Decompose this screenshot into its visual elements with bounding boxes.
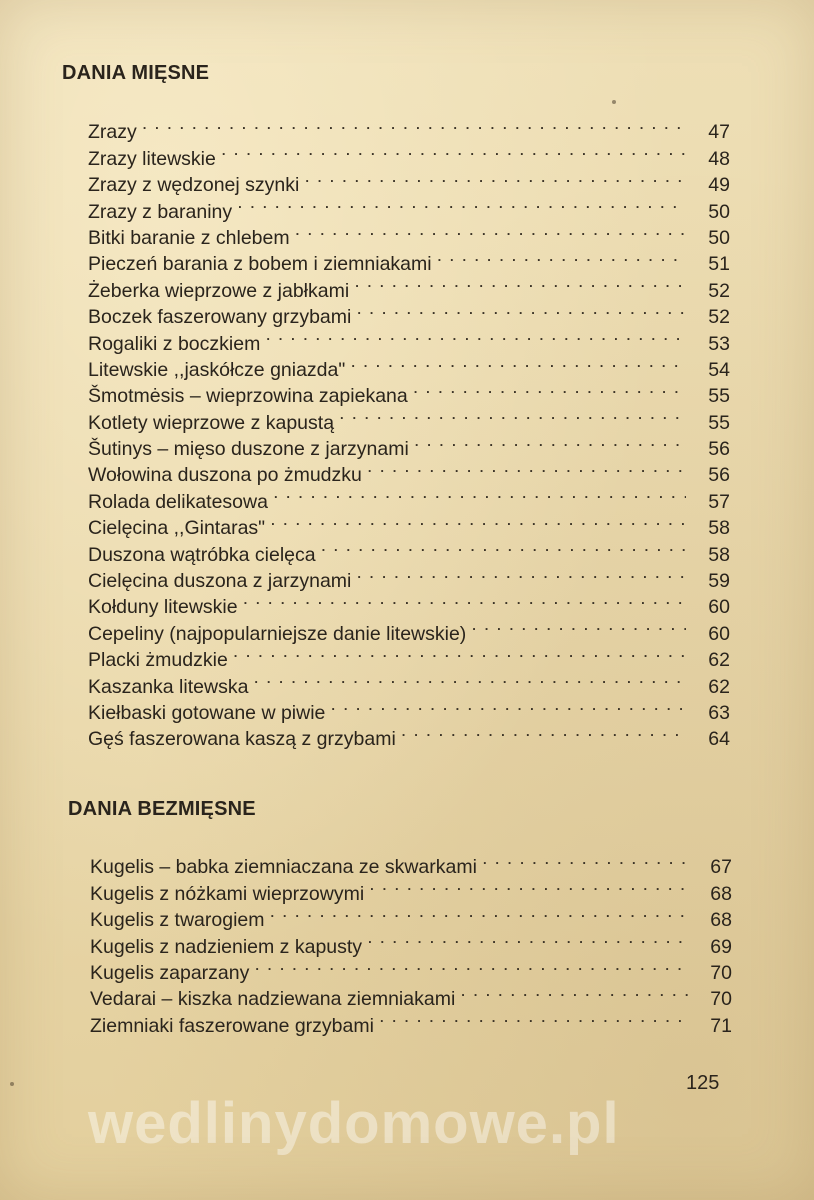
- toc-entry-title: Kugelis – babka ziemniaczana ze skwarkami: [90, 856, 477, 879]
- toc-entry-title: Cielęcina duszona z jarzynami: [88, 570, 352, 593]
- dot-leader: [255, 953, 688, 979]
- dot-leader: [355, 270, 686, 296]
- toc-entry-page-number: 70: [710, 988, 732, 1011]
- toc-entry-page-number: 68: [710, 882, 732, 905]
- toc-entry-page-number: 49: [708, 174, 730, 197]
- toc-entry-title: Gęś faszerowana kaszą z grzybami: [88, 728, 396, 751]
- dot-leader: [254, 666, 686, 692]
- toc-entry-page-number: 63: [708, 701, 730, 724]
- dot-leader: [415, 429, 686, 455]
- toc-entry-title: Šmotmėsis – wieprzowina zapiekana: [88, 385, 408, 408]
- toc-entry-title: Cepeliny (najpopularniejsze danie litewskie): [88, 622, 467, 645]
- toc-entry-page-number: 71: [710, 1014, 732, 1037]
- toc-entry-title: Kaszanka litewska: [88, 675, 249, 698]
- dot-leader: [305, 165, 686, 191]
- dot-leader: [351, 350, 686, 376]
- dot-leader: [368, 926, 688, 952]
- dot-leader: [271, 900, 689, 926]
- dot-leader: [402, 719, 686, 745]
- dot-leader: [234, 640, 686, 666]
- toc-entry-page-number: 56: [708, 464, 730, 487]
- dot-leader: [483, 847, 688, 873]
- toc-entry-page-number: 59: [708, 570, 730, 593]
- page-number: 125: [686, 1072, 720, 1094]
- dot-leader: [461, 979, 688, 1005]
- dot-leader: [331, 693, 686, 719]
- dot-leader: [357, 561, 686, 587]
- toc-entry-title: Kugelis z nóżkami wieprzowymi: [90, 882, 365, 905]
- watermark: wedlinydomowe.pl: [88, 1091, 620, 1156]
- dot-leader: [370, 873, 688, 899]
- toc-entry-page-number: 51: [708, 253, 730, 276]
- toc-entry-page-number: 64: [708, 728, 730, 751]
- toc-entry-page-number: 55: [708, 385, 730, 408]
- dot-leader: [472, 613, 686, 639]
- dot-leader: [296, 218, 686, 244]
- dot-leader: [222, 138, 686, 164]
- toc-entry-title: Boczek faszerowany grzybami: [88, 306, 352, 329]
- toc-entry-title: Żeberka wieprzowe z jabłkami: [88, 279, 350, 302]
- toc-entry-title: Wołowina duszona po żmudzku: [88, 464, 362, 487]
- dot-leader: [244, 587, 686, 613]
- section-title-meat-dishes: DANIA MIĘSNE: [62, 62, 210, 84]
- dot-leader: [368, 455, 686, 481]
- toc-entry: [88, 112, 730, 144]
- toc-entry-title: Vedarai – kiszka nadziewana ziemniakami: [90, 988, 456, 1011]
- toc-entry-page-number: 60: [708, 622, 730, 645]
- toc-entry-title: Pieczeń barania z bobem i ziemniakami: [88, 253, 432, 276]
- dot-leader: [340, 402, 686, 428]
- toc-entry-page-number: 52: [708, 306, 730, 329]
- dot-leader: [238, 191, 686, 217]
- dot-leader: [438, 244, 686, 270]
- toc-entry-title: Ziemniaki faszerowane grzybami: [90, 1014, 374, 1037]
- toc-entry-title: Kugelis zaparzany: [90, 961, 250, 984]
- toc-entry-title: Kugelis z nadzieniem z kapusty: [90, 935, 363, 958]
- toc-entry-page-number: 58: [708, 543, 730, 566]
- toc-entry-page-number: 62: [708, 649, 730, 672]
- toc-entry-page-number: 54: [708, 358, 730, 381]
- toc-entry-title: Placki żmudzkie: [88, 649, 228, 672]
- dot-leader: [274, 481, 686, 507]
- toc-entry-page-number: 69: [710, 935, 732, 958]
- toc-entry-title: Litewskie ,,jaskółcze gniazda": [88, 358, 346, 381]
- toc-entry-title: Bitki baranie z chlebem: [88, 226, 290, 249]
- dot-leader: [357, 297, 686, 323]
- toc-entry: [90, 847, 732, 879]
- toc-entry-page-number: 58: [708, 517, 730, 540]
- paper-speck: [10, 1082, 14, 1086]
- toc-entry-page-number: 60: [708, 596, 730, 619]
- toc-entry-page-number: 52: [708, 279, 730, 302]
- toc-entry-page-number: 67: [710, 856, 732, 879]
- dot-leader: [380, 1005, 688, 1031]
- toc-entry-page-number: 50: [708, 200, 730, 223]
- section-title-meatless-dishes: DANIA BEZMIĘSNE: [68, 798, 256, 820]
- toc-entry-title: Kołduny litewskie: [88, 596, 238, 619]
- dot-leader: [271, 508, 686, 534]
- dot-leader: [322, 534, 686, 560]
- toc-entry-title: Rolada delikatesowa: [88, 490, 268, 513]
- toc-entry-page-number: 50: [708, 226, 730, 249]
- toc-entry-page-number: 57: [708, 490, 730, 513]
- toc-entry-title: Rogaliki z boczkiem: [88, 332, 261, 355]
- toc-entry-title: Kiełbaski gotowane w piwie: [88, 701, 326, 724]
- toc-entry-page-number: 56: [708, 438, 730, 461]
- toc-list-meatless-dishes: [90, 847, 732, 1037]
- dot-leader: [143, 112, 686, 138]
- toc-entry-title: Zrazy: [88, 121, 137, 144]
- toc-entry-page-number: 48: [708, 147, 730, 170]
- toc-entry-title: Zrazy z baraniny: [88, 200, 233, 223]
- toc-entry-page-number: 47: [708, 121, 730, 144]
- toc-entry: [88, 138, 730, 170]
- dot-leader: [414, 376, 686, 402]
- toc-entry-page-number: 70: [710, 961, 732, 984]
- paper-speck: [612, 100, 616, 104]
- toc-list-meat-dishes: [88, 112, 730, 751]
- toc-entry-title: Šutinys – mięso duszone z jarzynami: [88, 438, 409, 461]
- toc-entry-title: Zrazy litewskie: [88, 147, 216, 170]
- dot-leader: [266, 323, 686, 349]
- toc-entry-title: Duszona wątróbka cielęca: [88, 543, 316, 566]
- toc-entry-title: Kotlety wieprzowe z kapustą: [88, 411, 335, 434]
- toc-entry-page-number: 55: [708, 411, 730, 434]
- toc-entry-page-number: 53: [708, 332, 730, 355]
- toc-entry-title: Cielęcina ,,Gintaras": [88, 517, 266, 540]
- toc-entry-title: Zrazy z wędzonej szynki: [88, 174, 300, 197]
- toc-entry-title: Kugelis z twarogiem: [90, 909, 265, 932]
- toc-entry-page-number: 62: [708, 675, 730, 698]
- toc-entry-page-number: 68: [710, 909, 732, 932]
